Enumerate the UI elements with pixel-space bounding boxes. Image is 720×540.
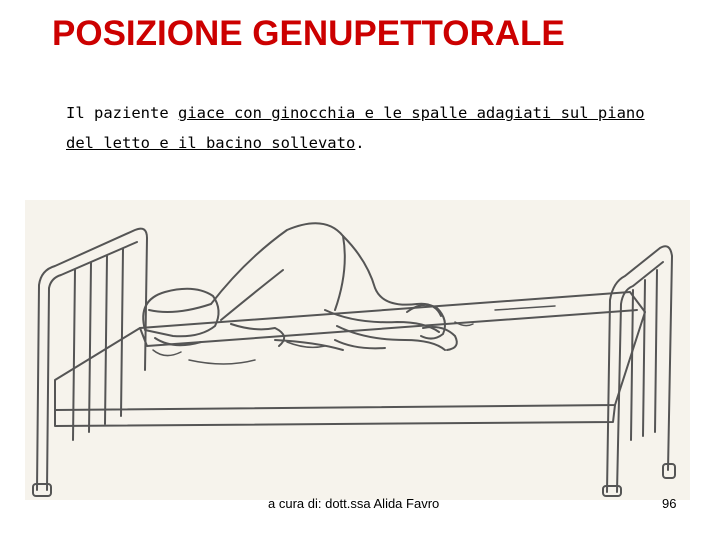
body-text — [66, 98, 676, 158]
patient-figure — [143, 223, 457, 350]
body-text-intro: Il paziente — [66, 104, 178, 122]
slide-title: POSIZIONE GENUPETTORALE — [52, 14, 565, 53]
right-footboard — [603, 246, 675, 496]
knee-chest-position-illustration — [25, 200, 690, 500]
bedsheet-creases — [153, 306, 555, 364]
bed-patient-drawing — [25, 200, 690, 500]
page-number: 96 — [662, 496, 677, 511]
body-text-period: . — [355, 134, 365, 152]
footer-credit: a cura di: dott.ssa Alida Favro — [268, 496, 440, 511]
body-text-underlined: giace con ginocchia e le spalle adagiati sul piano del letto e il bacino sollevato — [66, 104, 645, 152]
left-headboard — [33, 229, 147, 496]
